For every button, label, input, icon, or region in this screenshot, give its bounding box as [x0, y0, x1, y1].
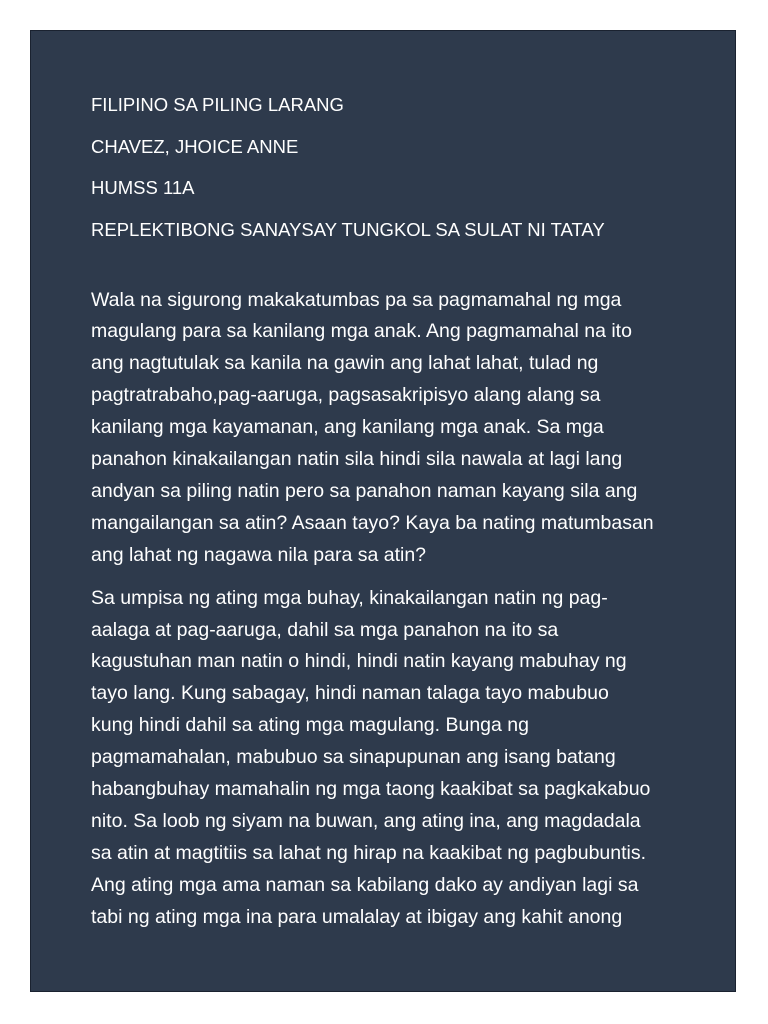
text-line: tabi ng ating mga ina para umalalay at ibigay ang kahit anong: [91, 905, 623, 928]
text-line: kanilang mga kayamanan, ang kanilang mga anak. Sa mga: [91, 416, 604, 439]
paragraph-1: [91, 285, 701, 572]
text-line: tayo lang. Kung sabagay, hindi naman talaga tayo mabubuo: [91, 682, 609, 705]
text-line: kagustuhan man natin o hindi, hindi natin kayang mabuhay ng: [91, 650, 627, 673]
text-line: Wala na sigurong makakatumbas pa sa pagmamahal ng mga: [91, 288, 622, 311]
text-line: aalaga at pag-aaruga, dahil sa mga panahon na ito sa: [91, 618, 559, 641]
text-line: ang nagtutulak sa kanila na gawin ang lahat lahat, tulad ng: [91, 352, 599, 375]
text-line: panahon kinakailangan natin sila hindi sila nawala at lagi lang: [91, 448, 623, 471]
text-line: sa atin at magtitiis sa lahat ng hirap na kaakibat ng pagbubuntis.: [91, 841, 647, 864]
text-line: pagtratrabaho,pag-aaruga, pagsasakripisyo alang alang sa: [91, 384, 601, 407]
text-line: ang lahat ng nagawa nila para sa atin?: [91, 543, 427, 566]
subject-line: FILIPINO SA PILING LARANG: [91, 94, 344, 115]
text-line: andyan sa piling natin pero sa panahon naman kayang sila ang: [91, 479, 638, 502]
text-line: pagmamahalan, mabubuo sa sinapupunan ang isang batang: [91, 746, 616, 769]
text-line: magulang para sa kanilang mga anak. Ang pagmamahal na ito: [91, 320, 632, 343]
document-page: [30, 30, 736, 992]
document-content: [91, 93, 701, 934]
text-line: nito. Sa loob ng siyam na buwan, ang ating ina, ang magdadala: [91, 810, 641, 832]
text-line: kung hindi dahil sa ating mga magulang. Bunga ng: [91, 714, 529, 737]
student-name: CHAVEZ, JHOICE ANNE: [91, 135, 299, 157]
paragraph-2: [91, 583, 701, 934]
section-line: HUMSS 11A: [91, 177, 195, 198]
text-line: Sa umpisa ng ating mga buhay, kinakailangan natin ng pag-: [91, 586, 608, 609]
essay-title: REPLEKTIBONG SANAYSAY TUNGKOL SA SULAT NI TATAY: [91, 218, 605, 240]
text-line: mangailangan sa atin? Asaan tayo? Kaya ba nating matumbasan: [91, 511, 654, 534]
text-line: habangbuhay mamahalin ng mga taong kaakibat sa pagkakabuo: [91, 778, 651, 801]
text-line: Ang ating mga ama naman sa kabilang dako ay andiyan lagi sa: [91, 873, 639, 896]
